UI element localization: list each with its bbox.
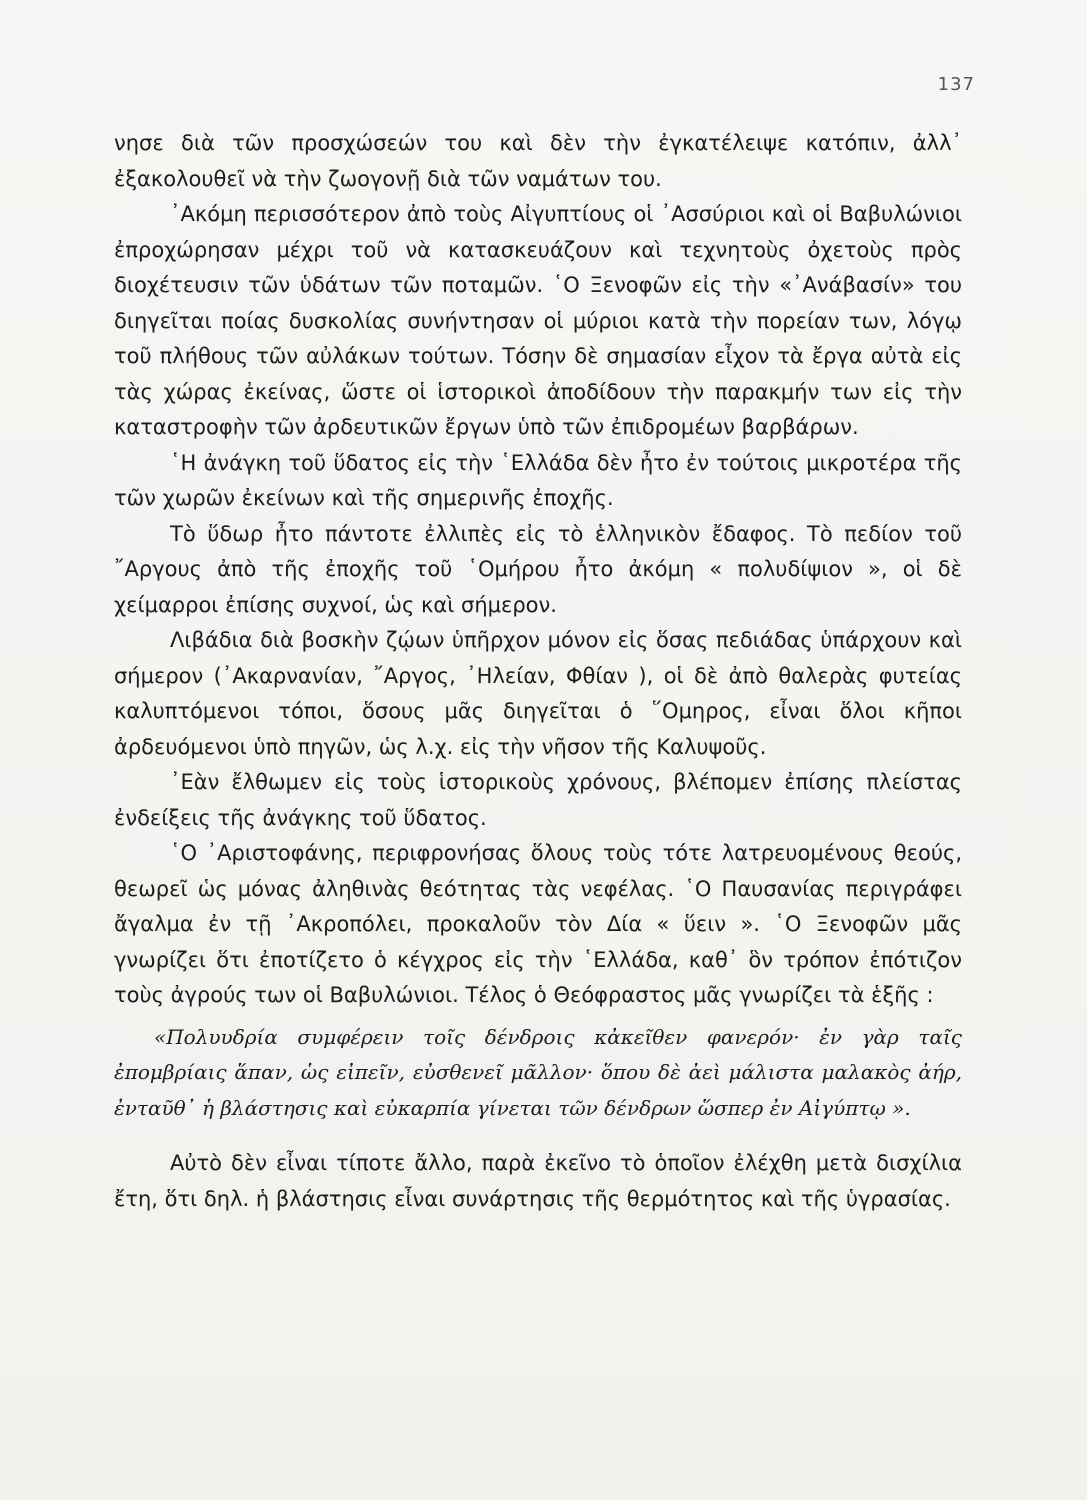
paragraph-closing: Αὐτὸ δὲν εἶναι τίποτε ἄλλο, παρὰ ἐκεῖνο τὸ ὁποῖον ἐλέχθη μετὰ δισχίλια ἔτη, ὅτι δηλ. ἡ βλάστησις εἶναι συνάρτησις τῆς θερμότητος καὶ τῆς ὑγρασίας. <box>114 1151 962 1211</box>
paragraph-aristophanes: ῾Ο ᾽Αριστοφάνης, περιφρονήσας ὅλους τοὺς τότε λατρευομένους θεούς, θεωρεῖ ὡς μόνας ἀληθινὰς θεότητας τὰς νεφέλας. ῾Ο Παυσανίας περιγράφει ἄγαλμα ἐν τῇ ᾽Ακροπόλει, προκαλοῦν τὸν Δία « ὕειν ». ῾Ο Ξενοφῶν μᾶς γνωρίζει ὅτι ἐποτίζετο ὁ κέγχρος εἰς τὴν ῾Ελλάδα, καθ᾽ ὃν τρόπον ἐπότιζον τοὺς ἀγρούς των οἱ Βαβυλώνιοι. Τέλος ὁ Θεόφραστος μᾶς γνωρίζει τὰ ἑξῆς : <box>114 841 962 1007</box>
page-body <box>114 126 962 1217</box>
paragraph-historical: ᾽Εὰν ἔλθωμεν εἰς τοὺς ἱστορικοὺς χρόνους, βλέπομεν ἐπίσης πλείστας ἐνδείξεις τῆς ἀνάγκης τοῦ ὕδατος. <box>114 770 962 830</box>
page-number: 137 <box>937 74 975 95</box>
quote-theophrastus: «Πολυυδρία συμφέρειν τοῖς δένδροις κἀκεῖθεν φανερόν· ἐν γὰρ ταῖς ἐπομβρίαις ἅπαν, ὡς εἰπεῖν, εὐσθενεῖ μᾶλλον· ὅπου δὲ ἀεὶ μάλιστα μαλακὸς ἀήρ, ἐνταῦθ᾽ ἡ βλάστησις καὶ εὐκαρπία γίνεται τῶν δένδρων ὥσπερ ἐν Αἰγύπτῳ ». <box>114 1024 962 1120</box>
paragraph-continuation: νησε διὰ τῶν προσχώσεών του καὶ δὲν τὴν ἐγκατέλειψε κατόπιν, ἀλλ᾽ ἐξακολουθεῖ νὰ τὴν ζωογονῇ διὰ τῶν ναμάτων του. <box>114 131 962 191</box>
paragraph-meadows: Λιβάδια διὰ βοσκὴν ζῴων ὑπῆρχον μόνον εἰς ὅσας πεδιάδας ὑπάρχουν καὶ σήμερον (᾽Ακαρνανίαν, ῎Αργος, ᾽Ηλείαν, Φθίαν ), οἱ δὲ ἀπὸ θαλερὰς φυτείας καλυπτόμενοι τόποι, ὅσους μᾶς διηγεῖται ὁ ῞Ομηρος, εἶναι ὅλοι κῆποι ἀρδευόμενοι ὑπὸ πηγῶν, ὡς λ.χ. εἰς τὴν νῆσον τῆς Καλυψοῦς. <box>114 628 962 759</box>
paragraph-assyrians: ᾽Ακόμη περισσότερον ἀπὸ τοὺς Αἰγυπτίους οἱ ᾽Ασσύριοι καὶ οἱ Βαβυλώνιοι ἐπροχώρησαν μέχρι τοῦ νὰ κατασκευάζουν καὶ τεχνητοὺς ὀχετοὺς πρὸς διοχέτευσιν τῶν ὑδάτων τῶν ποταμῶν. ῾Ο Ξενοφῶν εἰς τὴν «᾽Ανάβασίν» του διηγεῖται ποίας δυσκολίας συνήντησαν οἱ μύριοι κατὰ τὴν πορείαν των, λόγῳ τοῦ πλήθους τῶν αὐλάκων τούτων. Τόσην δὲ σημασίαν εἶχον τὰ ἔργα αὐτὰ εἰς τὰς χώρας ἐκείνας, ὥστε οἱ ἱστορικοὶ ἀποδίδουν τὴν παρακμήν των εἰς τὴν καταστροφὴν τῶν ἀρδευτικῶν ἔργων ὑπὸ τῶν ἐπιδρομέων βαρβάρων. <box>114 202 962 439</box>
paragraph-water-scarce: Τὸ ὕδωρ ἦτο πάντοτε ἐλλιπὲς εἰς τὸ ἑλληνικὸν ἔδαφος. Τὸ πεδίον τοῦ ῎Αργους ἀπὸ τῆς ἐποχῆς τοῦ ῾Ομήρου ἦτο ἀκόμη « πολυδίψιον », οἱ δὲ χείμαρροι ἐπίσης συχνοί, ὡς καὶ σήμερον. <box>114 521 962 617</box>
paragraph-water-need: ῾Η ἀνάγκη τοῦ ὕδατος εἰς τὴν ῾Ελλάδα δὲν ἦτο ἐν τούτοις μικροτέρα τῆς τῶν χωρῶν ἐκείνων καὶ τῆς σημερινῆς ἐποχῆς. <box>114 450 962 510</box>
